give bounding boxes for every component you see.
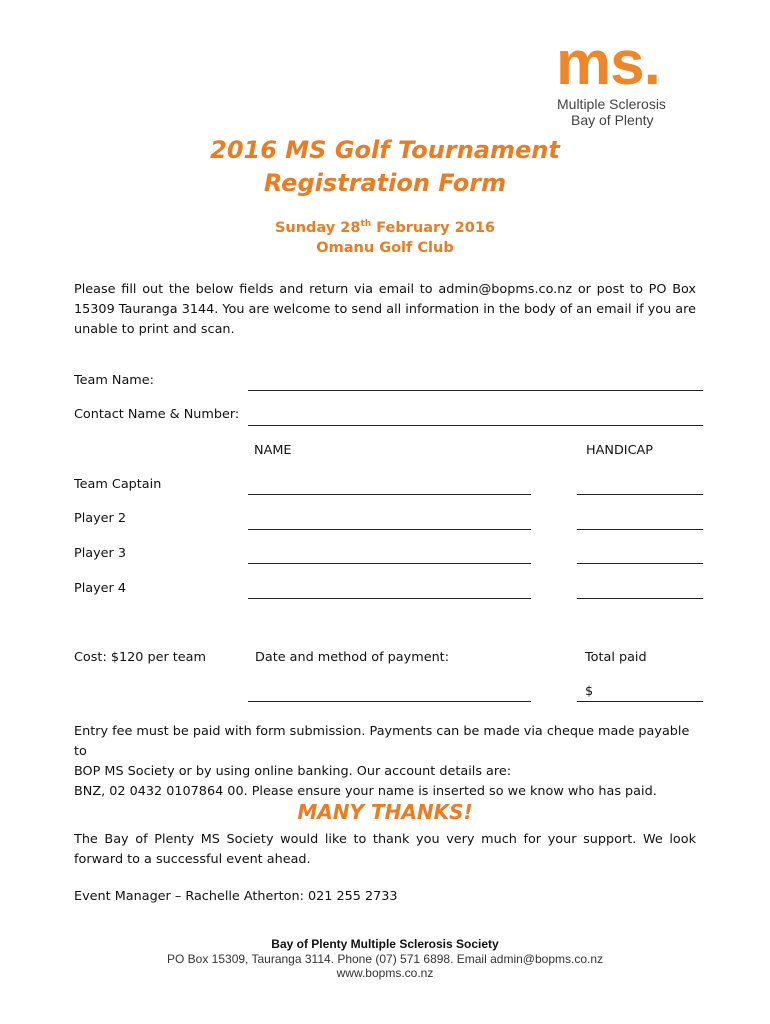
captain-name-field[interactable] bbox=[248, 494, 531, 495]
total-paid-label: Total paid bbox=[585, 650, 647, 665]
player3-name-field[interactable] bbox=[248, 563, 531, 564]
event-date-day: Sunday 28 bbox=[274, 219, 361, 236]
form-title-line1: 2016 MS Golf Tournament bbox=[210, 136, 560, 164]
player4-name-field[interactable] bbox=[248, 598, 531, 599]
payment-method-field[interactable] bbox=[248, 701, 531, 702]
dollar-sign: $ bbox=[585, 684, 594, 699]
event-date bbox=[0, 219, 770, 236]
handicap-column-header: HANDICAP bbox=[586, 443, 653, 458]
player-label-4: Player 4 bbox=[74, 581, 127, 596]
payment-info-line2: BOP MS Society or by using online banking. Our account details are: bbox=[74, 764, 512, 779]
contact-field[interactable] bbox=[248, 425, 703, 426]
player-label-captain: Team Captain bbox=[74, 477, 162, 492]
event-manager: Event Manager – Rachelle Atherton: 021 255 2733 bbox=[74, 889, 398, 904]
payment-info-line3: BNZ, 02 0432 0107864 00. Please ensure your name is inserted so we know who has paid. bbox=[74, 784, 657, 799]
payment-info-line1: Entry fee must be paid with form submission. Payments can be made via cheque made payable to bbox=[74, 724, 690, 759]
name-column-header: NAME bbox=[254, 443, 292, 458]
many-thanks-heading: MANY THANKS! bbox=[297, 800, 473, 824]
contact-label: Contact Name & Number: bbox=[74, 407, 240, 422]
player4-handicap-field[interactable] bbox=[577, 598, 703, 599]
thanks-paragraph: The Bay of Plenty MS Society would like to thank you very much for your support. We look forward to a successful event ahead. bbox=[74, 832, 696, 867]
footer-website: www.bopms.co.nz bbox=[336, 966, 434, 980]
total-paid-field[interactable] bbox=[577, 701, 703, 702]
payment-info bbox=[74, 722, 696, 802]
captain-handicap-field[interactable] bbox=[577, 494, 703, 495]
player-label-2: Player 2 bbox=[74, 511, 127, 526]
footer-org: Bay of Plenty Multiple Sclerosis Society bbox=[271, 937, 499, 951]
form-title-line2: Registration Form bbox=[263, 169, 507, 197]
footer-contact: PO Box 15309, Tauranga 3114. Phone (07) 571 6898. Email admin@bopms.co.nz bbox=[166, 952, 603, 966]
ms-logo-mark: ms. bbox=[556, 29, 660, 98]
logo-text-line2: Bay of Plenty bbox=[571, 112, 654, 128]
payment-method-label: Date and method of payment: bbox=[255, 650, 450, 665]
logo-text-line1: Multiple Sclerosis bbox=[557, 96, 666, 112]
player2-handicap-field[interactable] bbox=[577, 529, 703, 530]
player3-handicap-field[interactable] bbox=[577, 563, 703, 564]
player2-name-field[interactable] bbox=[248, 529, 531, 530]
event-venue: Omanu Golf Club bbox=[316, 240, 454, 256]
event-date-ordinal: th bbox=[360, 219, 372, 229]
team-name-label: Team Name: bbox=[74, 373, 154, 388]
intro-paragraph: Please fill out the below fields and return via email to admin@bopms.co.nz or post to PO Box 15309 Tauranga 3144. You are welcome to send all information in the body of an email if you are unable to print and scan. bbox=[74, 282, 696, 337]
event-date-rest: February 2016 bbox=[371, 219, 496, 236]
cost-label: Cost: $120 per team bbox=[74, 650, 206, 665]
team-name-field[interactable] bbox=[248, 390, 703, 391]
player-label-3: Player 3 bbox=[74, 546, 127, 561]
